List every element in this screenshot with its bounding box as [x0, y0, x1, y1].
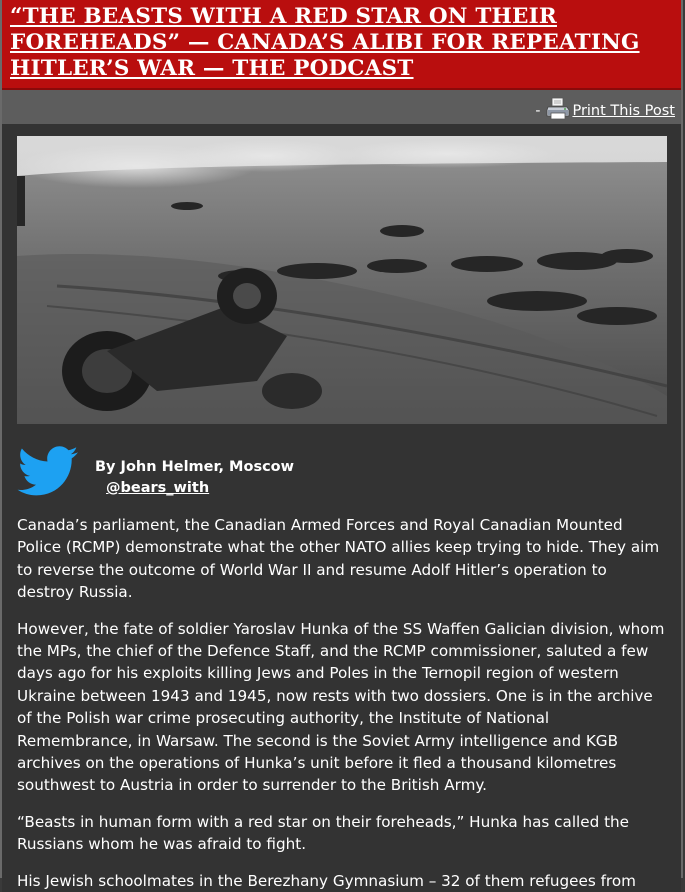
printer-icon[interactable]	[546, 96, 570, 120]
war-photo-image	[17, 136, 667, 424]
paragraph: “Beasts in human form with a red star on their foreheads,” Hunka has called the Russians whom he was afraid to fight.	[17, 812, 629, 854]
print-separator: -	[535, 103, 541, 119]
paragraph: His Jewish schoolmates in the Berezhany Gymnasium – 32 of them refugees from	[17, 871, 636, 890]
author-name: By John Helmer, Moscow	[95, 459, 295, 475]
article-content	[2, 124, 681, 892]
twitter-handle-link[interactable]: @bears_with	[106, 480, 210, 496]
twitter-bird-icon[interactable]	[17, 446, 79, 498]
byline	[17, 446, 665, 502]
byline-text	[95, 446, 294, 498]
print-this-post-link[interactable]: Print This Post	[572, 103, 675, 119]
article-body	[17, 514, 665, 892]
paragraph: However, the fate of soldier Yaroslav Hunka of the SS Waffen Galician division, whom the MPs, the chief of the Defence Staff, and the RCMP commissioner, saluted a few days ago for his exploits killing Jews and Poles in the Ternopil region of western Ukraine between 1943 and 1945, now rests with two dossiers. One is in the archive of the Polish war crime prosecuting authority, the Institute of National Remembrance, in Warsaw. The second is the Soviet Army intelligence and KGB archives on the operations of Hunka’s unit before it fled a thousand kilometres southwest to Austria in order to surrender to the British Army.	[17, 619, 665, 795]
print-bar	[2, 90, 681, 124]
post-title-bar	[2, 0, 681, 90]
post-title-link[interactable]: “THE BEASTS WITH A RED STAR ON THEIR FOREHEADS” — CANADA’S ALIBI FOR REPEATING HITLER’S WAR — THE PODCAST	[10, 4, 640, 81]
print-this-post	[535, 96, 675, 120]
paragraph: Canada’s parliament, the Canadian Armed Forces and Royal Canadian Mounted Police (RCMP) demonstrate what the other NATO allies keep trying to hide. They aim to reverse the outcome of World War II and resume Adolf Hitler’s operation to destroy Russia.	[17, 516, 660, 602]
